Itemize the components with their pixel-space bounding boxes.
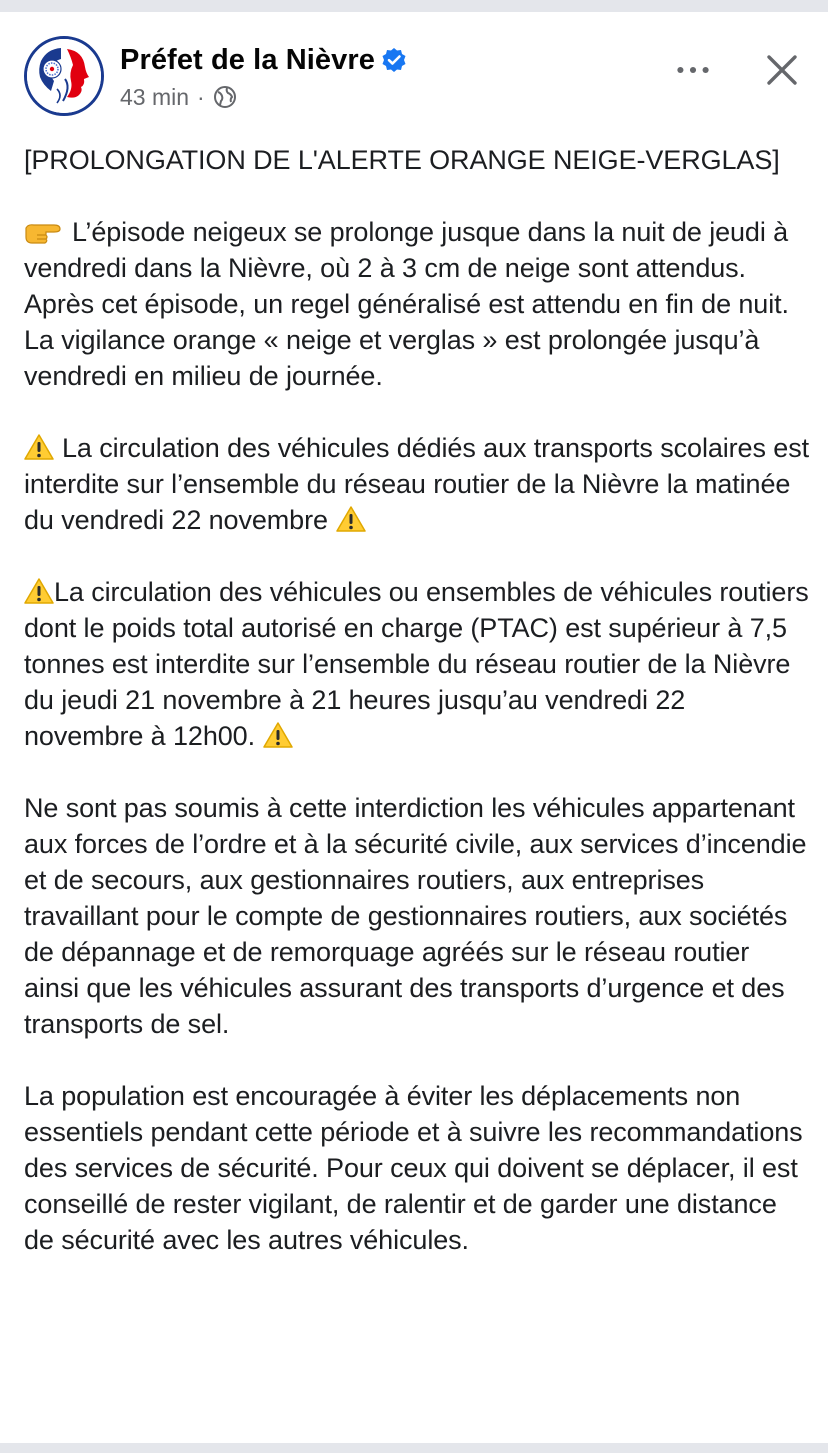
paragraph-exemptions: Ne sont pas soumis à cette interdiction les véhicules appartenant aux forces de l’ordre et à la sécurité civile, aux services d’incendie et de secours, aux gestionnaires routiers, aux entreprises travaillant pour le compte de gestionnaires routiers, aux sociétés de dépannage et de remorquage agréés sur le réseau routier ainsi que les véhicules assurant des transports d’urgence et des transports de sel. xyxy=(24,793,807,1039)
close-button[interactable] xyxy=(760,48,804,92)
paragraph-school-transport xyxy=(24,430,810,538)
page-name[interactable]: Préfet de la Nièvre xyxy=(120,43,375,76)
page-name-row xyxy=(120,41,407,79)
verified-badge-icon xyxy=(381,47,407,73)
paragraph-episode-text: L’épisode neigeux se prolonge jusque dans la nuit de jeudi à vendredi dans la Nièvre, où 2 à 3 cm de neige sont attendus. Après cet épisode, un regel généralisé est attendu en fin de nuit. La vigilance orange « neige et verglas » est prolongée jusqu’à vendredi en milieu de journée. xyxy=(24,217,789,391)
globe-icon[interactable] xyxy=(213,85,237,109)
warning-icon xyxy=(336,505,366,533)
meta-separator: · xyxy=(197,83,205,110)
warning-icon xyxy=(263,721,293,749)
paragraph-school-transport-text: La circulation des véhicules dédiés aux transports scolaires est interdite sur l’ensemble du réseau routier de la Nièvre la matinée du vendredi 22 novembre xyxy=(24,433,809,535)
marianne-logo-icon xyxy=(27,39,101,113)
paragraph-heavy-vehicles-text: La circulation des véhicules ou ensembles de véhicules routiers dont le poids total autorisé en charge (PTAC) est supérieur à 7,5 tonnes est interdite sur l’ensemble du réseau routier de la Nièvre du jeudi 21 novembre à 21 heures jusqu’au vendredi 22 novembre à 12h00. xyxy=(24,577,809,751)
paragraph-recommendations: La population est encouragée à éviter les déplacements non essentiels pendant cette période et à suivre les recommandations des services de sécurité. Pour ceux qui doivent se déplacer, il est conseillé de rester vigilant, de ralentir et de garder une distance de sécurité avec les autres véhicules. xyxy=(24,1081,803,1255)
facebook-post xyxy=(0,12,828,1443)
paragraph-episode xyxy=(24,214,810,394)
post-title: [PROLONGATION DE L'ALERTE ORANGE NEIGE-VERGLAS] xyxy=(24,145,780,175)
bottom-divider xyxy=(0,1443,828,1453)
top-divider xyxy=(0,0,828,12)
paragraph-heavy-vehicles xyxy=(24,574,810,754)
warning-icon xyxy=(24,577,54,605)
post-meta xyxy=(120,82,237,112)
page-avatar[interactable] xyxy=(24,36,104,116)
close-icon xyxy=(766,54,798,86)
more-options-button[interactable] xyxy=(668,52,718,88)
pointing-hand-icon xyxy=(24,218,64,246)
post-timestamp[interactable]: 43 min xyxy=(120,83,190,110)
post-header xyxy=(24,36,804,116)
post-body xyxy=(24,142,810,1258)
warning-icon xyxy=(24,433,54,461)
more-options-icon xyxy=(675,64,711,76)
